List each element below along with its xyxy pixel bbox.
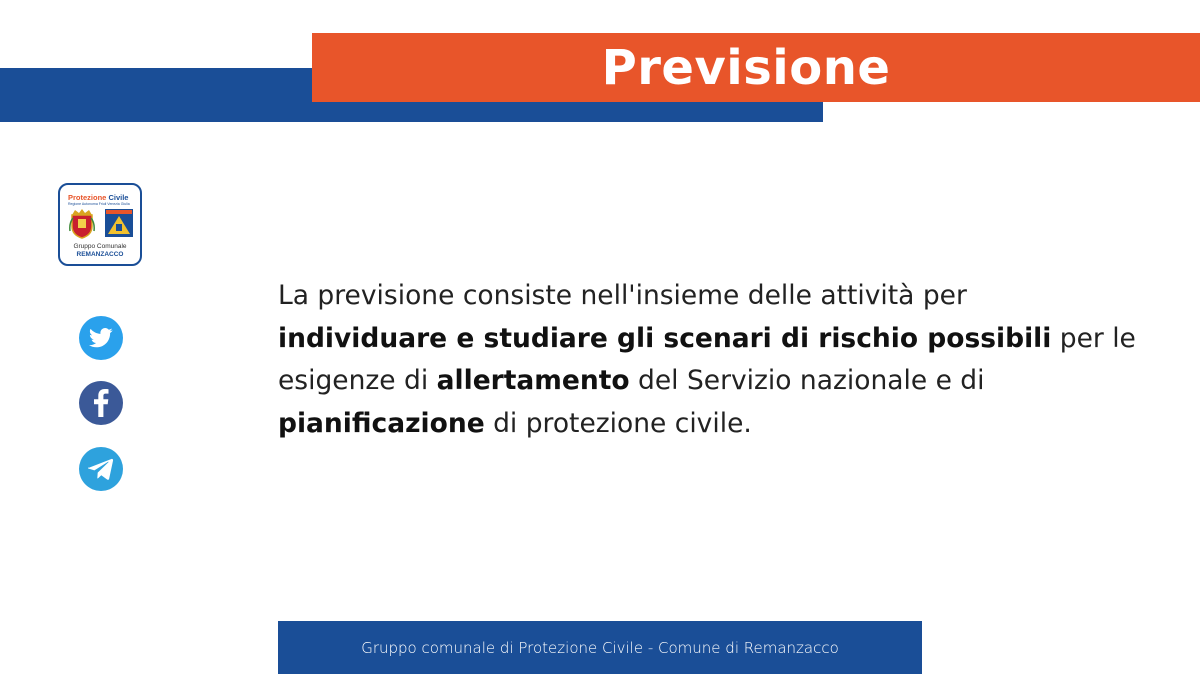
description-emphasis-allertamento: allertamento — [436, 365, 630, 396]
description-text: del Servizio nazionale e di — [629, 365, 985, 396]
description-text: La previsione consiste nell'insieme delle attività per — [278, 280, 967, 311]
telegram-icon — [88, 458, 114, 480]
description-text: di protezione civile. — [484, 407, 752, 439]
header-title-band — [312, 33, 1200, 102]
description-emphasis-pianificazione: pianificazione — [278, 407, 485, 439]
protezione-civile-logo — [58, 183, 142, 266]
twitter-icon — [89, 327, 113, 349]
twitter-button[interactable] — [79, 316, 123, 360]
description-text: per le esigenze di — [278, 322, 1136, 396]
footer-text: Gruppo comunale di Protezione Civile - Comune di Remanzacco — [361, 638, 839, 657]
facebook-button[interactable] — [79, 381, 123, 425]
logo-group-label: Gruppo Comunale — [73, 243, 127, 250]
footer-band — [278, 621, 922, 674]
civil-protection-emblem-icon — [105, 209, 133, 237]
logo-tagline: Regione Autonoma Friuli Venezia Giulia — [68, 202, 130, 206]
telegram-button[interactable] — [79, 447, 123, 491]
page-title: Previsione — [601, 39, 891, 96]
description-paragraph — [278, 275, 1138, 445]
logo-brand: Protezione Civile — [68, 193, 129, 202]
logo-group-name: REMANZACCO — [76, 251, 124, 258]
description-emphasis-scenari: individuare e studiare gli scenari di rischio possibili — [278, 322, 1052, 354]
municipal-crest-icon — [69, 209, 95, 239]
facebook-icon — [93, 389, 109, 417]
